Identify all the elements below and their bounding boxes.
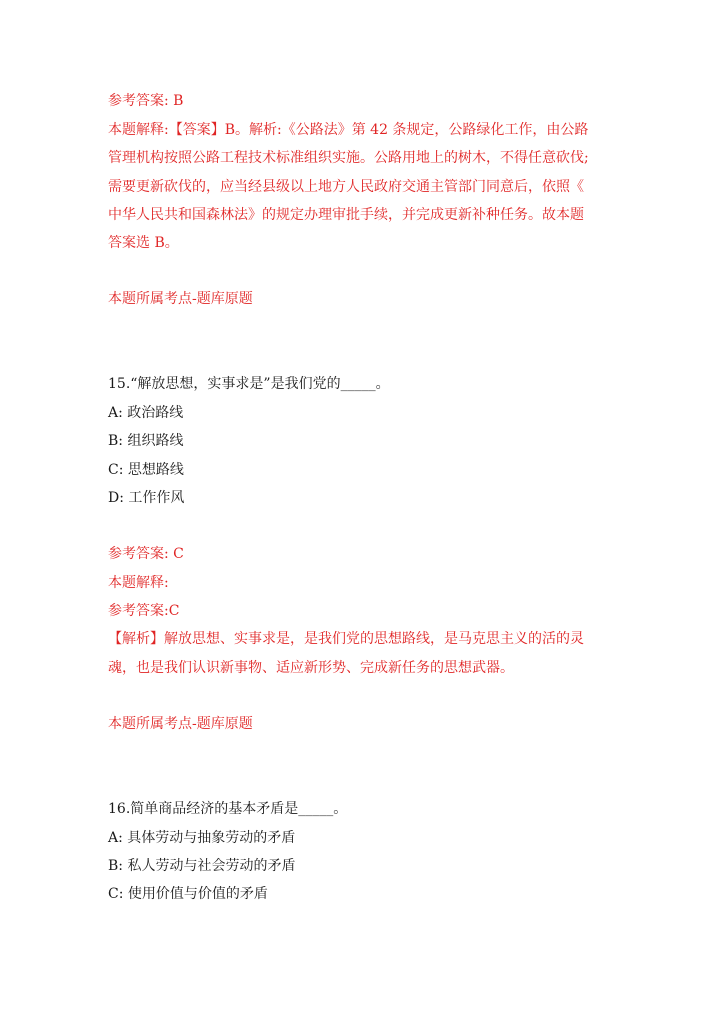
explanation-line: 中华人民共和国森林法》的规定办理审批手续，并完成更新补种任务。故本题 [108,207,584,223]
option-b: B: 私人劳动与社会劳动的矛盾 [108,858,296,874]
option-c: C: 思想路线 [108,462,184,478]
explanation-line: 答案选 B。 [108,235,179,251]
option-c: C: 使用价值与价值的矛盾 [108,886,268,902]
question-16: 16.简单商品经济的基本矛盾是_____。 [108,801,348,817]
answer-key-14: 参考答案: B [108,93,184,109]
question-15: 15.“解放思想，实事求是”是我们党的_____。 [108,376,390,392]
explanation-label-15: 本题解释: [108,575,169,591]
analysis-line: 魂，也是我们认识新事物、适应新形势、完成新任务的思想武器。 [108,660,514,676]
source-note-15: 本题所属考点-题库原题 [108,716,253,732]
option-d: D: 工作作风 [108,490,185,506]
explanation-line: 管理机构按照公路工程技术标准组织实施。公路用地上的树木，不得任意砍伐; [108,150,589,166]
analysis-line: 【解析】解放思想、实事求是，是我们党的思想路线，是马克思主义的活的灵 [108,631,584,647]
answer-key-15-repeat: 参考答案:C [108,603,180,619]
option-a: A: 具体劳动与抽象劳动的矛盾 [108,830,296,846]
answer-key-15: 参考答案: C [108,546,184,562]
explanation-line: 本题解释:【答案】B。解析:《公路法》第 42 条规定，公路绿化工作，由公路 [108,122,589,138]
option-a: A: 政治路线 [108,405,184,421]
explanation-line: 需要更新砍伐的，应当经县级以上地方人民政府交通主管部门同意后，依照《 [108,179,584,195]
source-note-14: 本题所属考点-题库原题 [108,291,253,307]
option-b: B: 组织路线 [108,433,184,449]
